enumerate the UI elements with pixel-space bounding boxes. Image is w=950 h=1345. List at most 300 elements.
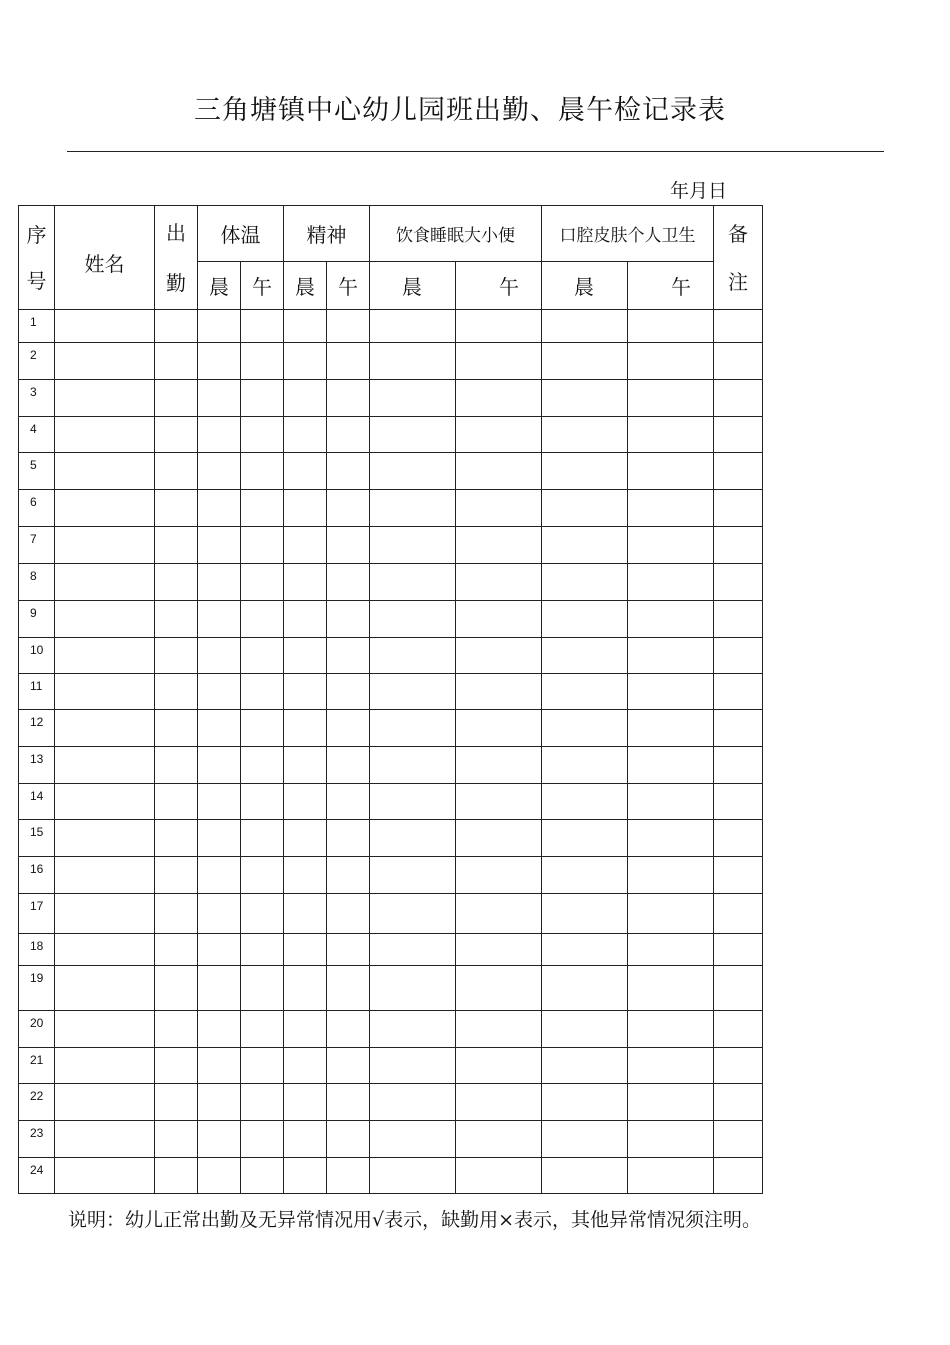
spirit-noon-cell[interactable]: [327, 934, 370, 966]
row-number-cell: 13: [19, 747, 55, 784]
spirit-morning-cell[interactable]: [284, 417, 327, 453]
spirit-morning-cell[interactable]: [284, 894, 327, 934]
row-number-cell: 16: [19, 857, 55, 894]
hygiene-morning-cell[interactable]: [542, 1121, 628, 1158]
spirit-noon-cell[interactable]: [327, 343, 370, 380]
hygiene-morning-cell[interactable]: [542, 310, 628, 343]
attendance-cell[interactable]: [155, 1121, 198, 1158]
spirit-noon-cell[interactable]: [327, 417, 370, 453]
hygiene-morning-cell[interactable]: [542, 784, 628, 820]
spirit-noon-cell[interactable]: [327, 1011, 370, 1048]
temperature-noon-cell[interactable]: [241, 934, 284, 966]
row-number-cell: 8: [19, 564, 55, 601]
temperature-morning-cell[interactable]: [198, 564, 241, 601]
temperature-noon-cell[interactable]: [241, 894, 284, 934]
spirit-noon-cell[interactable]: [327, 674, 370, 710]
table-row: [19, 527, 763, 564]
diet-noon-cell[interactable]: [456, 1121, 542, 1158]
temperature-noon-cell[interactable]: [241, 564, 284, 601]
name-cell[interactable]: [55, 747, 155, 784]
name-cell[interactable]: [55, 601, 155, 638]
diet-morning-cell[interactable]: [370, 417, 456, 453]
diet-morning-cell[interactable]: [370, 527, 456, 564]
spirit-morning-cell[interactable]: [284, 310, 327, 343]
hygiene-noon-cell[interactable]: [628, 747, 714, 784]
attendance-cell[interactable]: [155, 934, 198, 966]
temperature-noon-cell[interactable]: [241, 453, 284, 490]
row-number-cell: 20: [19, 1011, 55, 1048]
remark-header-top: 备: [728, 221, 748, 246]
spirit-morning-cell[interactable]: [284, 527, 327, 564]
remark-cell[interactable]: [714, 966, 763, 1011]
spirit-noon-cell[interactable]: [327, 710, 370, 747]
spirit-morning-cell[interactable]: [284, 1011, 327, 1048]
remark-cell[interactable]: [714, 934, 763, 966]
attendance-cell[interactable]: [155, 674, 198, 710]
hygiene-morning-cell[interactable]: [542, 747, 628, 784]
row-number-cell: 19: [19, 966, 55, 1011]
name-cell[interactable]: [55, 417, 155, 453]
diet-noon-cell[interactable]: [456, 638, 542, 674]
name-cell[interactable]: [55, 343, 155, 380]
diet-noon-cell[interactable]: [456, 1011, 542, 1048]
table-row: [19, 601, 763, 638]
index-header-top: 序: [26, 222, 47, 247]
spirit-noon-cell[interactable]: [327, 564, 370, 601]
diet-morning-cell[interactable]: [370, 490, 456, 527]
spirit-morning-cell[interactable]: [284, 1048, 327, 1084]
temperature-noon-cell[interactable]: [241, 966, 284, 1011]
table-row: [19, 934, 763, 966]
diet-noon-cell[interactable]: [456, 380, 542, 417]
diet-noon-cell[interactable]: [456, 417, 542, 453]
diet-morning-cell[interactable]: [370, 747, 456, 784]
name-cell[interactable]: [55, 453, 155, 490]
temperature-noon-cell[interactable]: [241, 747, 284, 784]
spirit-noon-cell[interactable]: [327, 527, 370, 564]
diet-noon-cell[interactable]: [456, 1048, 542, 1084]
attendance-cell[interactable]: [155, 710, 198, 747]
remark-cell[interactable]: [714, 601, 763, 638]
diet-noon-cell[interactable]: [456, 674, 542, 710]
temperature-morning-cell[interactable]: [198, 638, 241, 674]
table-row: [19, 747, 763, 784]
spirit-noon-cell[interactable]: [327, 1084, 370, 1121]
table-row: [19, 1084, 763, 1121]
diet-morning-cell[interactable]: [370, 1011, 456, 1048]
name-cell[interactable]: [55, 490, 155, 527]
remark-cell[interactable]: [714, 417, 763, 453]
attendance-cell[interactable]: [155, 820, 198, 857]
spirit-noon-cell[interactable]: [327, 1121, 370, 1158]
temperature-morning-cell[interactable]: [198, 380, 241, 417]
hygiene-morning-cell[interactable]: [542, 638, 628, 674]
name-cell[interactable]: [55, 1158, 155, 1194]
table-row: [19, 564, 763, 601]
index-header: [19, 206, 55, 310]
attendance-cell[interactable]: [155, 490, 198, 527]
temperature-morning-header: 晨: [198, 262, 241, 310]
hygiene-morning-cell[interactable]: [542, 966, 628, 1011]
row-number-cell: 10: [19, 638, 55, 674]
name-cell[interactable]: [55, 857, 155, 894]
temperature-noon-cell[interactable]: [241, 638, 284, 674]
hygiene-noon-header: 午: [628, 262, 714, 310]
temperature-noon-cell[interactable]: [241, 380, 284, 417]
temperature-noon-header: 午: [241, 262, 284, 310]
title-divider: [67, 151, 884, 152]
name-cell[interactable]: [55, 564, 155, 601]
attendance-cell[interactable]: [155, 453, 198, 490]
hygiene-morning-cell[interactable]: [542, 490, 628, 527]
temperature-noon-cell[interactable]: [241, 784, 284, 820]
hygiene-noon-cell[interactable]: [628, 894, 714, 934]
spirit-noon-cell[interactable]: [327, 638, 370, 674]
name-cell[interactable]: [55, 310, 155, 343]
diet-noon-cell[interactable]: [456, 966, 542, 1011]
name-cell[interactable]: [55, 380, 155, 417]
diet-noon-cell[interactable]: [456, 857, 542, 894]
diet-morning-cell[interactable]: [370, 820, 456, 857]
spirit-header: 精神: [284, 206, 370, 262]
remark-cell[interactable]: [714, 747, 763, 784]
diet-morning-cell[interactable]: [370, 638, 456, 674]
temperature-morning-cell[interactable]: [198, 1011, 241, 1048]
hygiene-morning-cell[interactable]: [542, 1158, 628, 1194]
hygiene-noon-cell[interactable]: [628, 564, 714, 601]
name-cell[interactable]: [55, 1011, 155, 1048]
hygiene-morning-cell[interactable]: [542, 380, 628, 417]
hygiene-noon-cell[interactable]: [628, 417, 714, 453]
hygiene-noon-cell[interactable]: [628, 1011, 714, 1048]
hygiene-noon-cell[interactable]: [628, 1158, 714, 1194]
hygiene-morning-cell[interactable]: [542, 564, 628, 601]
spirit-noon-cell[interactable]: [327, 380, 370, 417]
hygiene-noon-cell[interactable]: [628, 453, 714, 490]
spirit-morning-cell[interactable]: [284, 490, 327, 527]
remark-cell[interactable]: [714, 490, 763, 527]
hygiene-morning-cell[interactable]: [542, 1011, 628, 1048]
diet-noon-cell[interactable]: [456, 527, 542, 564]
hygiene-morning-cell[interactable]: [542, 527, 628, 564]
remark-cell[interactable]: [714, 784, 763, 820]
remark-cell[interactable]: [714, 453, 763, 490]
spirit-noon-cell[interactable]: [327, 747, 370, 784]
diet-morning-cell[interactable]: [370, 343, 456, 380]
hygiene-morning-cell[interactable]: [542, 857, 628, 894]
row-number-cell: 7: [19, 527, 55, 564]
diet-morning-cell[interactable]: [370, 894, 456, 934]
temperature-morning-cell[interactable]: [198, 857, 241, 894]
name-header: [55, 206, 155, 310]
name-cell[interactable]: [55, 527, 155, 564]
spirit-morning-cell[interactable]: [284, 857, 327, 894]
name-cell[interactable]: [55, 1048, 155, 1084]
diet-morning-cell[interactable]: [370, 380, 456, 417]
hygiene-noon-cell[interactable]: [628, 380, 714, 417]
spirit-noon-cell[interactable]: [327, 453, 370, 490]
diet-noon-cell[interactable]: [456, 1084, 542, 1121]
attendance-cell[interactable]: [155, 417, 198, 453]
diet-noon-cell[interactable]: [456, 601, 542, 638]
remark-cell[interactable]: [714, 310, 763, 343]
remark-cell[interactable]: [714, 1158, 763, 1194]
hygiene-noon-cell[interactable]: [628, 966, 714, 1011]
temperature-morning-cell[interactable]: [198, 674, 241, 710]
attendance-cell[interactable]: [155, 894, 198, 934]
spirit-morning-cell[interactable]: [284, 1121, 327, 1158]
diet-morning-cell[interactable]: [370, 1121, 456, 1158]
diet-noon-cell[interactable]: [456, 894, 542, 934]
hygiene-noon-cell[interactable]: [628, 674, 714, 710]
temperature-morning-cell[interactable]: [198, 1048, 241, 1084]
spirit-morning-cell[interactable]: [284, 564, 327, 601]
attendance-cell[interactable]: [155, 601, 198, 638]
diet-morning-cell[interactable]: [370, 564, 456, 601]
hygiene-noon-cell[interactable]: [628, 527, 714, 564]
spirit-morning-cell[interactable]: [284, 784, 327, 820]
spirit-morning-cell[interactable]: [284, 1084, 327, 1121]
remark-cell[interactable]: [714, 1084, 763, 1121]
hygiene-morning-cell[interactable]: [542, 601, 628, 638]
hygiene-noon-cell[interactable]: [628, 784, 714, 820]
spirit-morning-cell[interactable]: [284, 934, 327, 966]
temperature-morning-cell[interactable]: [198, 747, 241, 784]
row-number-cell: 3: [19, 380, 55, 417]
attendance-cell[interactable]: [155, 527, 198, 564]
temperature-noon-cell[interactable]: [241, 1158, 284, 1194]
name-cell[interactable]: [55, 638, 155, 674]
diet-noon-cell[interactable]: [456, 784, 542, 820]
diet-noon-cell[interactable]: [456, 747, 542, 784]
remark-cell[interactable]: [714, 343, 763, 380]
table-row: [19, 784, 763, 820]
name-cell[interactable]: [55, 820, 155, 857]
diet-noon-cell[interactable]: [456, 1158, 542, 1194]
spirit-noon-cell[interactable]: [327, 820, 370, 857]
row-number-cell: 22: [19, 1084, 55, 1121]
temperature-morning-cell[interactable]: [198, 894, 241, 934]
spirit-morning-cell[interactable]: [284, 747, 327, 784]
diet-noon-cell[interactable]: [456, 453, 542, 490]
spirit-noon-cell[interactable]: [327, 1158, 370, 1194]
diet-noon-cell[interactable]: [456, 820, 542, 857]
diet-morning-cell[interactable]: [370, 674, 456, 710]
temperature-morning-cell[interactable]: [198, 934, 241, 966]
name-cell[interactable]: [55, 966, 155, 1011]
remark-cell[interactable]: [714, 1048, 763, 1084]
temperature-morning-cell[interactable]: [198, 1121, 241, 1158]
name-cell[interactable]: [55, 784, 155, 820]
attendance-cell[interactable]: [155, 380, 198, 417]
spirit-morning-cell[interactable]: [284, 638, 327, 674]
hygiene-noon-cell[interactable]: [628, 1084, 714, 1121]
spirit-morning-cell[interactable]: [284, 453, 327, 490]
hygiene-noon-cell[interactable]: [628, 934, 714, 966]
name-cell[interactable]: [55, 934, 155, 966]
diet-morning-cell[interactable]: [370, 601, 456, 638]
spirit-noon-cell[interactable]: [327, 1048, 370, 1084]
temperature-morning-cell[interactable]: [198, 417, 241, 453]
row-number-cell: 15: [19, 820, 55, 857]
remark-cell[interactable]: [714, 564, 763, 601]
spirit-morning-cell[interactable]: [284, 820, 327, 857]
diet-noon-cell[interactable]: [456, 490, 542, 527]
attendance-table: [18, 205, 763, 1194]
hygiene-morning-cell[interactable]: [542, 453, 628, 490]
hygiene-noon-cell[interactable]: [628, 820, 714, 857]
hygiene-noon-cell[interactable]: [628, 1048, 714, 1084]
spirit-noon-cell[interactable]: [327, 601, 370, 638]
attendance-cell[interactable]: [155, 857, 198, 894]
spirit-noon-cell[interactable]: [327, 894, 370, 934]
attendance-cell[interactable]: [155, 784, 198, 820]
spirit-noon-cell[interactable]: [327, 966, 370, 1011]
spirit-morning-cell[interactable]: [284, 601, 327, 638]
remark-cell[interactable]: [714, 857, 763, 894]
diet-morning-cell[interactable]: [370, 1048, 456, 1084]
temperature-noon-cell[interactable]: [241, 527, 284, 564]
temperature-morning-cell[interactable]: [198, 784, 241, 820]
hygiene-morning-cell[interactable]: [542, 343, 628, 380]
attendance-cell[interactable]: [155, 343, 198, 380]
name-cell[interactable]: [55, 1121, 155, 1158]
remark-cell[interactable]: [714, 674, 763, 710]
diet-noon-cell[interactable]: [456, 710, 542, 747]
diet-morning-cell[interactable]: [370, 710, 456, 747]
hygiene-morning-cell[interactable]: [542, 710, 628, 747]
spirit-morning-cell[interactable]: [284, 380, 327, 417]
temperature-noon-cell[interactable]: [241, 674, 284, 710]
hygiene-morning-cell[interactable]: [542, 1084, 628, 1121]
temperature-noon-cell[interactable]: [241, 1048, 284, 1084]
attendance-cell[interactable]: [155, 1158, 198, 1194]
hygiene-noon-cell[interactable]: [628, 857, 714, 894]
temperature-noon-cell[interactable]: [241, 1084, 284, 1121]
temperature-morning-cell[interactable]: [198, 966, 241, 1011]
remark-cell[interactable]: [714, 1011, 763, 1048]
temperature-morning-cell[interactable]: [198, 601, 241, 638]
hygiene-morning-cell[interactable]: [542, 820, 628, 857]
spirit-noon-cell[interactable]: [327, 490, 370, 527]
diet-morning-cell[interactable]: [370, 857, 456, 894]
hygiene-noon-cell[interactable]: [628, 490, 714, 527]
temperature-noon-cell[interactable]: [241, 490, 284, 527]
temperature-noon-cell[interactable]: [241, 601, 284, 638]
attendance-cell[interactable]: [155, 638, 198, 674]
hygiene-morning-cell[interactable]: [542, 417, 628, 453]
temperature-noon-cell[interactable]: [241, 343, 284, 380]
spirit-morning-cell[interactable]: [284, 1158, 327, 1194]
diet-morning-header: 晨: [370, 262, 456, 310]
attendance-cell[interactable]: [155, 564, 198, 601]
temperature-morning-cell[interactable]: [198, 710, 241, 747]
hygiene-morning-cell[interactable]: [542, 1048, 628, 1084]
hygiene-noon-cell[interactable]: [628, 638, 714, 674]
hygiene-noon-cell[interactable]: [628, 343, 714, 380]
diet-morning-cell[interactable]: [370, 1158, 456, 1194]
temperature-morning-cell[interactable]: [198, 1084, 241, 1121]
name-cell[interactable]: [55, 710, 155, 747]
diet-noon-cell[interactable]: [456, 343, 542, 380]
temperature-morning-cell[interactable]: [198, 820, 241, 857]
temperature-morning-cell[interactable]: [198, 490, 241, 527]
attendance-cell[interactable]: [155, 1011, 198, 1048]
diet-noon-cell[interactable]: [456, 310, 542, 343]
attendance-cell[interactable]: [155, 1084, 198, 1121]
remark-cell[interactable]: [714, 820, 763, 857]
temperature-noon-cell[interactable]: [241, 820, 284, 857]
diet-noon-cell[interactable]: [456, 564, 542, 601]
diet-morning-cell[interactable]: [370, 784, 456, 820]
hygiene-noon-cell[interactable]: [628, 310, 714, 343]
hygiene-noon-cell[interactable]: [628, 601, 714, 638]
spirit-noon-cell[interactable]: [327, 784, 370, 820]
diet-morning-cell[interactable]: [370, 453, 456, 490]
index-header-bottom: 号: [26, 268, 47, 293]
attendance-cell[interactable]: [155, 1048, 198, 1084]
remark-cell[interactable]: [714, 638, 763, 674]
diet-morning-cell[interactable]: [370, 310, 456, 343]
attendance-table-body: [19, 310, 763, 1194]
hygiene-morning-cell[interactable]: [542, 674, 628, 710]
attendance-cell[interactable]: [155, 310, 198, 343]
remark-cell[interactable]: [714, 1121, 763, 1158]
hygiene-morning-cell[interactable]: [542, 894, 628, 934]
remark-cell[interactable]: [714, 710, 763, 747]
temperature-morning-cell[interactable]: [198, 453, 241, 490]
temperature-morning-cell[interactable]: [198, 527, 241, 564]
spirit-morning-cell[interactable]: [284, 710, 327, 747]
table-row: [19, 417, 763, 453]
temperature-noon-cell[interactable]: [241, 857, 284, 894]
name-cell[interactable]: [55, 894, 155, 934]
diet-morning-cell[interactable]: [370, 966, 456, 1011]
diet-morning-cell[interactable]: [370, 934, 456, 966]
attendance-cell[interactable]: [155, 747, 198, 784]
remark-cell[interactable]: [714, 527, 763, 564]
hygiene-noon-cell[interactable]: [628, 710, 714, 747]
diet-sleep-header: 饮食睡眠大小便: [370, 206, 542, 262]
temperature-morning-cell[interactable]: [198, 343, 241, 380]
spirit-morning-cell[interactable]: [284, 674, 327, 710]
hygiene-noon-cell[interactable]: [628, 1121, 714, 1158]
row-number-cell: 21: [19, 1048, 55, 1084]
spirit-morning-cell[interactable]: [284, 966, 327, 1011]
row-number-cell: 18: [19, 934, 55, 966]
temperature-noon-cell[interactable]: [241, 710, 284, 747]
temperature-noon-cell[interactable]: [241, 310, 284, 343]
row-number-cell: 24: [19, 1158, 55, 1194]
attendance-cell[interactable]: [155, 966, 198, 1011]
temperature-morning-cell[interactable]: [198, 1158, 241, 1194]
diet-noon-cell[interactable]: [456, 934, 542, 966]
temperature-noon-cell[interactable]: [241, 417, 284, 453]
temperature-morning-cell[interactable]: [198, 310, 241, 343]
remark-cell[interactable]: [714, 894, 763, 934]
spirit-noon-cell[interactable]: [327, 857, 370, 894]
name-cell[interactable]: [55, 674, 155, 710]
temperature-noon-cell[interactable]: [241, 1011, 284, 1048]
hygiene-morning-cell[interactable]: [542, 934, 628, 966]
spirit-morning-cell[interactable]: [284, 343, 327, 380]
temperature-noon-cell[interactable]: [241, 1121, 284, 1158]
name-cell[interactable]: [55, 1084, 155, 1121]
diet-morning-cell[interactable]: [370, 1084, 456, 1121]
remark-cell[interactable]: [714, 380, 763, 417]
spirit-noon-header: 午: [327, 262, 370, 310]
spirit-noon-cell[interactable]: [327, 310, 370, 343]
